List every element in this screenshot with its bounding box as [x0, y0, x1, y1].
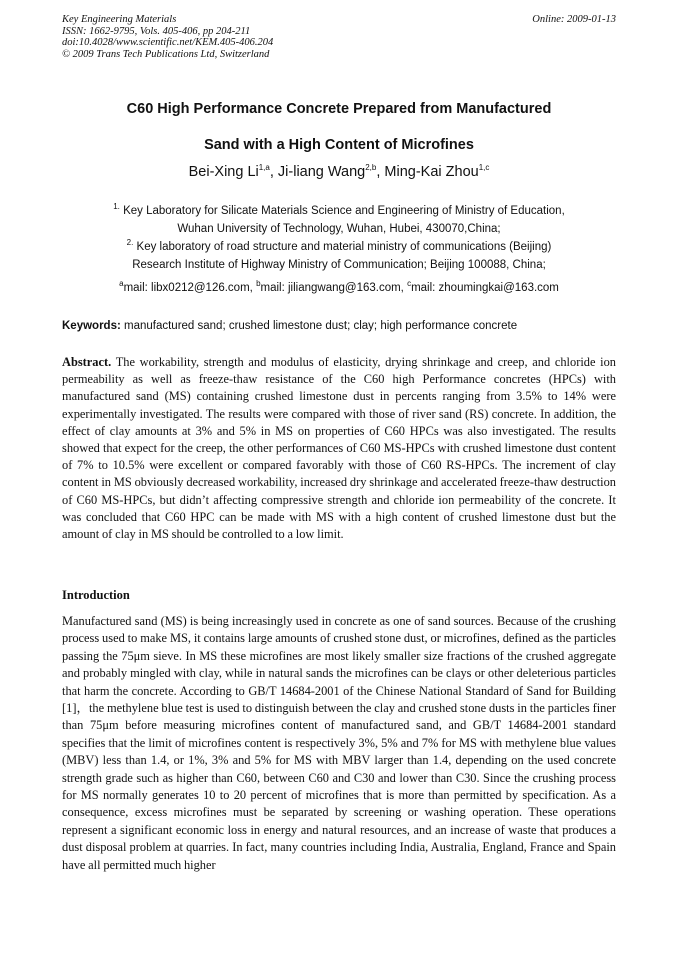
- keywords-label: Keywords:: [62, 320, 121, 332]
- author-affiliation-mark: 2,b: [365, 163, 377, 173]
- affiliation-2-mark: 2.: [126, 238, 134, 248]
- journal-doi[interactable]: doi:10.4028/www.scientific.net/KEM.405-406.204: [62, 37, 274, 48]
- author-name: Ming-Kai Zhou: [384, 164, 479, 180]
- author-list: [0, 163, 678, 181]
- abstract-text: The workability, strength and modulus of elasticity, drying shrinkage and creep, and chloride ion permeability as well as freeze-thaw resistance of the C60 high Performance concretes (HPCs) with manufactured sand (MS) containing crushed limestone dust in percents ranging from 3.5% to 14% were experimentally investigated. The results were compared with those of river sand (RS) concrete. In addition, the effect of clay amounts at 3% and 5% in MS on properties of C60 HPCs was also investigated. The results showed that expect for the creep, the other performances of C60 MS-HPCs with crushed limestone dust content of 7% to 10.5% were excellent or compared favorably with those of C60 RS-HPCs. The increment of clay content in MS obviously decreased workability, increased dry shrinkage and accelerated freeze-thaw destruction of C60 MS-HPCs, but didn’t affecting compressive strength and chloride ion permeability of the concrete. It was concluded that C60 HPC can be made with MS with a high content of crushed limestone dust but the amount of clay in MS should be controlled to a low limit.: [62, 355, 616, 542]
- author-affiliation-mark: 1,a: [258, 163, 270, 173]
- journal-issn: ISSN: 1662-9795, Vols. 405-406, pp 204-211: [62, 25, 251, 37]
- affiliation-2-line-2: Research Institute of Highway Ministry of Communication; Beijing 100088, China;: [132, 259, 546, 271]
- abstract: [62, 354, 616, 543]
- paper-title: [0, 91, 678, 163]
- affiliation-2-text: Key laboratory of road structure and material ministry of communications (Beijing): [136, 241, 552, 253]
- email-mark: c: [407, 279, 412, 289]
- email-mark: a: [119, 279, 124, 289]
- journal-header: [62, 14, 616, 60]
- journal-copyright: © 2009 Trans Tech Publications Ltd, Switzerland: [62, 48, 270, 60]
- author-separator: ,: [269, 164, 278, 180]
- email-mark: b: [256, 279, 261, 289]
- email-address[interactable]: mail: jiliangwang@163.com,: [260, 282, 408, 294]
- author-name: Bei-Xing Li: [188, 164, 259, 180]
- title-line-1: C60 High Performance Concrete Prepared from Manufactured: [126, 101, 552, 117]
- affiliations: [0, 202, 678, 274]
- author-name: Ji-liang Wang: [277, 164, 366, 180]
- author-emails: [0, 280, 678, 296]
- email-address[interactable]: mail: zhoumingkai@163.com: [411, 282, 559, 294]
- affiliation-2-line-1: [0, 238, 678, 256]
- title-line-2: Sand with a High Content of Microfines: [204, 137, 474, 153]
- affiliation-1-line-1: [0, 202, 678, 220]
- online-date: Online: 2009-01-13: [532, 14, 616, 25]
- email-address[interactable]: mail: libx0212@126.com,: [123, 282, 257, 294]
- keywords: [62, 318, 616, 334]
- keywords-text: manufactured sand; crushed limestone dust; clay; high performance concrete: [120, 320, 518, 332]
- affiliation-1-text: Key Laboratory for Silicate Materials Science and Engineering of Ministry of Education,: [123, 205, 565, 217]
- affiliation-1-mark: 1.: [113, 202, 120, 212]
- section-heading-introduction: Introduction: [62, 588, 130, 602]
- introduction-paragraph: Manufactured sand (MS) is being increasingly used in concrete as one of sand sources. Because of the crushing process used to make MS, it contains large amounts of crushed stone dust, or microfines, defined as the particles passing the 75μm sieve. In MS these microfines are most likely smaller size fractions of the crushed aggregate and probably mingled with clay, while in natural sands the microfines can be clays or other deleterious particles that harm the concrete. According to GB/T 14684-2001 of the Chinese National Standard of Sand for Building [1]，the methylene blue test is used to distinguish between the clay and crushed stone dusts in the particles finer than 75μm before measuring microfines content of manufactured sand, and GB/T 14684-2001 standard specifies that the limit of microfines content is respectively 3%, 5% and 7% for MS with methylene blue values (MBV) less than 1.4, or 1%, 3% and 5% for MS with MBV larger than 1.4, depending on the used concrete strength grade such as higher than C60, between C60 and C30 and lower than C30. Since the crushing process for MS normally generates 10 to 20 percent of microfines that is more than permitted by specification. As a consequence, excess microfines must be separated by screening or washing operation. These operations represent a significant economic loss in energy and natural resources, and an increase of waste that produces a dust disposal problem at quarries. In fact, many countries including India, Australia, England, France and Spain have all permitted much higher: [62, 614, 616, 872]
- author-affiliation-mark: 1,c: [478, 163, 490, 173]
- journal-name: Key Engineering Materials: [62, 14, 177, 25]
- author-separator: ,: [376, 164, 385, 180]
- abstract-label: Abstract.: [62, 355, 112, 369]
- affiliation-1-line-2: Wuhan University of Technology, Wuhan, Hubei, 430070,China;: [177, 223, 501, 235]
